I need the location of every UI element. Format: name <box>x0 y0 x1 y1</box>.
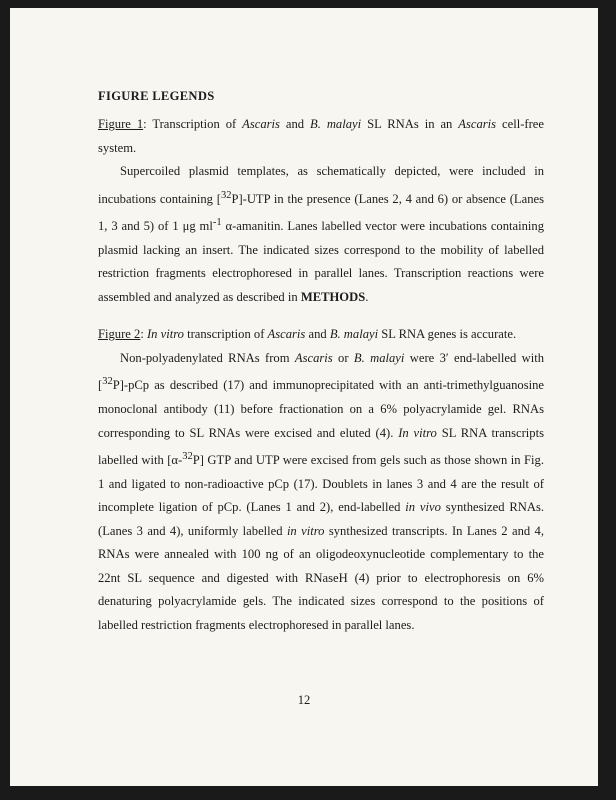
text-run: or <box>332 350 354 365</box>
italic-run: Ascaris <box>458 117 497 131</box>
italic-run: In vitro <box>398 425 437 440</box>
text-run: SL RNA transcripts labelled with [α- <box>98 425 544 468</box>
text-run: cell-free system. <box>98 117 544 155</box>
text-run: synthesized RNAs. (Lanes 3 and 4), uniformly labelled <box>98 500 544 538</box>
italic-run: in vitro <box>286 523 325 538</box>
paragraph-gap <box>98 309 544 323</box>
text-run: α-amanitin. Lanes labelled vector were incubations containing plasmid lacking an insert. The indicated sizes correspond to the mobility of labelled restriction fragments electrophoresed in parallel lanes. Transcription reactions were assembled and analyzed as described in <box>98 219 544 304</box>
text-run: P]-pCp as described (17) and immunoprecipitated with an anti-trimethylguanosine monoclonal antibody (11) before fractionation on a 6% polyacrylamide gel. RNAs corresponding to SL RNAs were excised and eluted (4). <box>98 378 544 440</box>
document-page <box>10 8 598 786</box>
text-run: : Transcription of <box>143 117 243 131</box>
text-run: P] GTP and UTP were excised from gels such as those shown in Fig. 1 and ligated to non-radioactive pCp (17). Doublets in lanes 3 and 4 are the result of incomplete ligation of pCp. (Lanes 1 and 2), end-labelled <box>98 453 544 515</box>
text-run: SL RNA genes is accurate. <box>378 327 517 342</box>
italic-run: In vitro <box>146 327 184 342</box>
text-run: P]-UTP in the presence (Lanes 2, 4 and 6) or absence (Lanes 1, 3 and 5) of 1 μg ml <box>98 191 544 234</box>
text-run: and <box>305 327 330 342</box>
text-run: : <box>140 327 147 342</box>
figure-1-title <box>98 113 544 160</box>
text-run: and <box>279 117 311 131</box>
text-run: . <box>365 289 369 304</box>
bold-run: METHODS <box>300 289 366 304</box>
superscript: 32 <box>182 451 193 463</box>
superscript: 32 <box>102 376 113 388</box>
italic-run: Ascaris <box>267 327 306 342</box>
figure-2-label: Figure 2 <box>98 327 141 342</box>
figure-2-body <box>98 347 544 637</box>
figure-1-label: Figure 1 <box>98 117 144 131</box>
text-run: transcription of <box>183 327 268 342</box>
text-run: were 3′ end-labelled with [ <box>98 350 544 393</box>
superscript: -1 <box>212 217 222 229</box>
text-run: Supercoiled plasmid templates, as schematically depicted, were included in incubations containing [ <box>98 164 544 206</box>
figure-1-body <box>98 160 544 309</box>
italic-run: Ascaris <box>242 117 280 131</box>
figure-legends-content <box>98 86 544 637</box>
text-run: SL RNAs in an <box>361 117 459 131</box>
text-run: synthesized transcripts. In Lanes 2 and 4, RNAs were annealed with 100 ng of an oligodeoxynucleotide complementary to the 22nt SL sequence and digested with RNaseH (4) prior to electrophoresis on 6% denaturing polyacrylamide gels. The indicated sizes correspond to the positions of labelled restriction fragments electrophoresed in parallel lanes. <box>98 523 544 632</box>
italic-run: Ascaris <box>294 350 333 365</box>
superscript: 32 <box>220 189 232 201</box>
page-number: 12 <box>297 693 311 707</box>
section-heading: FIGURE LEGENDS <box>98 89 215 103</box>
italic-run: B. malayi <box>353 350 405 365</box>
figure-2-title <box>98 323 544 347</box>
italic-run: B. malayi <box>329 327 379 342</box>
italic-run: in vivo <box>405 500 441 515</box>
text-run: Non-polyadenylated RNAs from <box>120 350 295 365</box>
italic-run: B. malayi <box>310 117 362 131</box>
